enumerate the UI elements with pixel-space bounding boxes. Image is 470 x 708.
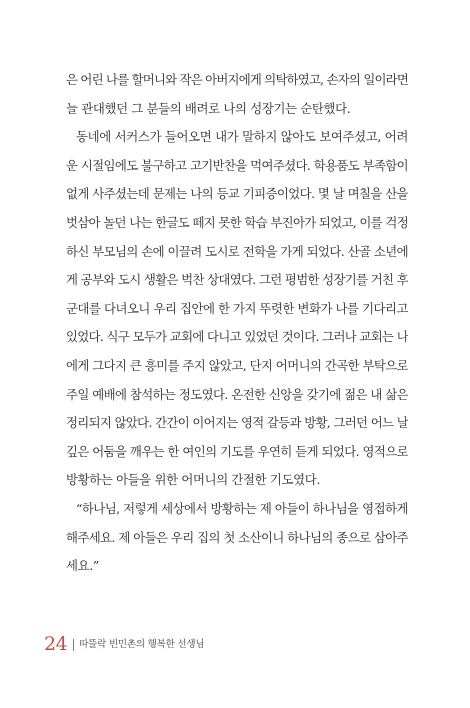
paragraph-quote — [66, 495, 408, 581]
page-number: 24 — [44, 633, 68, 655]
running-title: 따뜰락 빈민촌의 행복한 선생님 — [79, 639, 205, 650]
page-footer — [44, 628, 204, 654]
text-line: 늘 관대했던 그 분들의 배려로 나의 성장기는 순탄했다. — [66, 100, 351, 116]
text-line: 게 공부와 도시 생활은 벅찬 상대였다. 그런 평범한 성장기를 거친 후 — [66, 272, 408, 288]
text-line: 없게 사주셨는데 문제는 나의 등교 기피증이었다. 몇 날 며칠을 산을 — [66, 186, 408, 202]
text-line: 주일 예배에 참석하는 정도였다. 온전한 신앙을 갖기에 젊은 내 삶은 — [66, 386, 408, 402]
text-line: 동네에 서커스가 들어오면 내가 말하지 않아도 보여주셨고, 어려 — [76, 129, 408, 145]
text-line: 정리되지 않았다. 간간이 이어지는 영적 갈등과 방황, 그러던 어느 날 — [66, 415, 408, 431]
text-line: 세요.” — [66, 558, 99, 574]
text-line: 깊은 어둠을 깨우는 한 여인의 기도를 우연히 듣게 되었다. 영적으로 — [66, 443, 408, 459]
text-line: 운 시절임에도 불구하고 고기반찬을 먹여주셨다. 학용품도 부족함이 — [66, 157, 408, 173]
text-line: 에게 그다지 큰 흥미를 주지 않았고, 단지 어머니의 간곡한 부탁으로 — [66, 357, 408, 373]
paragraph-main — [66, 123, 408, 495]
text-line: 벗삼아 놀던 나는 한글도 떼지 못한 학습 부진아가 되었고, 이를 걱정 — [66, 214, 408, 230]
text-line: 있었다. 식구 모두가 교회에 다니고 있었던 것이다. 그러나 교회는 나 — [66, 329, 408, 345]
text-line: 해주세요. 제 아들은 우리 집의 첫 소산이니 하나님의 종으로 삼아주 — [66, 529, 408, 545]
footer-divider — [73, 639, 74, 651]
text-line: 방황하는 아들을 위한 어머니의 간절한 기도였다. — [66, 472, 320, 488]
paragraph-continuation — [66, 66, 408, 123]
text-line: 군대를 다녀오니 우리 집안에 한 가지 뚜렷한 변화가 나를 기다리고 — [66, 300, 408, 316]
text-line: 하신 부모님의 손에 이끌려 도시로 전학을 가게 되었다. 산골 소년에 — [66, 243, 408, 259]
body-text — [66, 66, 408, 581]
text-line: “하나님, 저렇게 세상에서 방황하는 제 아들이 하나님을 영접하게 — [76, 500, 408, 516]
text-line: 은 어린 나를 할머니와 작은 아버지에게 의탁하였고, 손자의 일이라면 — [66, 72, 408, 87]
